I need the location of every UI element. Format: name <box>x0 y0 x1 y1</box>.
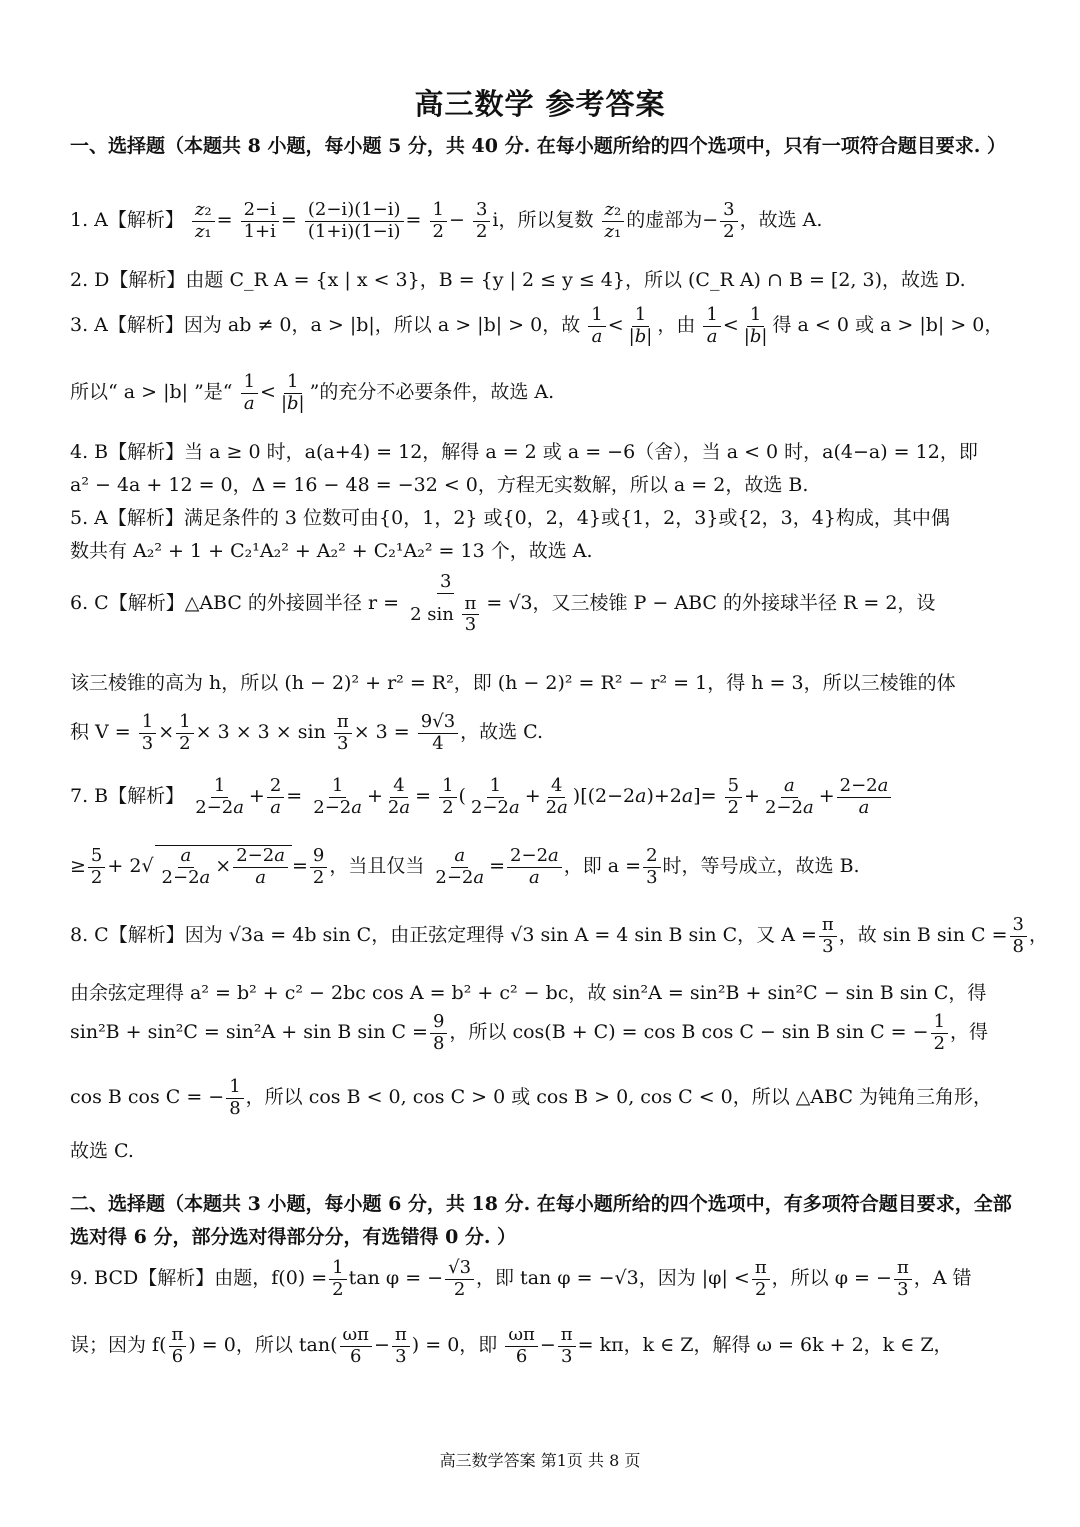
answer-q8-line5: 故选 C. <box>70 1140 134 1162</box>
answer-q4-line2: a² − 4a + 12 = 0，Δ = 16 − 48 = −32 < 0，方程无实数解，所以 a = 2，故选 B. <box>70 474 809 496</box>
answer-q3-line1: 3. A【解析】因为 ab ≠ 0，a > |b|，所以 a > |b| > 0，故 $\frac{1}{a}$ < $\frac{1}{|b|}$ ，由 $\frac{1}{a}$ < $\frac{1}{|b|}$ 得 a < 0 或 a > |b| > 0， <box>70 304 1004 347</box>
page-footer: 高三数学答案 第1页 共 8 页 <box>439 1451 641 1470</box>
answer-q3-line2: 所以“ a > |b| ”是“ $\frac{1}{a}$ < $\frac{1}{|b|}$ ”的充分不必要条件，故选 A. <box>70 371 555 414</box>
section-1-heading: 一、选择题（本题共 8 小题，每小题 5 分，共 40 分. 在每小题所给的四个选项中，只有一项符合题目要求. ） <box>70 135 1007 157</box>
answer-q6-line2: 该三棱锥的高为 h，所以 (h − 2)² + r² = R²，即 (h − 2)² = R² − r² = 1，得 h = 3，所以三棱锥的体 <box>70 672 956 694</box>
answer-q7-line1: 7. B【解析】 $\frac{1}{2-2a}$ + $\frac{2}{a}$ = $\frac{1}{2-2a}$ + $\frac{4}{2a}$ = $\frac{1}{2}$ ( $\frac{1}{2-2a}$ + $\frac{4}{2a}$ )[(2−2a)+2a]= $\frac{5}{2}$ + $\frac{a}{2-2a}$ + $\frac{2-2a}{a}$ <box>70 776 1020 818</box>
answer-q8-line1: 8. C【解析】因为 √3a = 4b sin C，由正弦定理得 √3 sin A = 4 sin B sin C，又 A = $\frac{\pi}{3}$ ，故 sin B sin C = $\frac{3}{8}$ ， <box>70 914 1048 957</box>
section-2-heading: 二、选择题（本题共 3 小题，每小题 6 分，共 18 分. 在每小题所给的四个选项中，有多项符合题目要求，全部选对得 6 分，部分选对得部分分，有选错得 0 分. ） <box>70 1193 1012 1248</box>
answer-q4-line1: 4. B【解析】当 a ≥ 0 时，a(a+4) = 12，解得 a = 2 或 a = −6（舍），当 a < 0 时，a(4−a) = 12，即 <box>70 441 978 463</box>
answer-q6-line1: 6. C【解析】△ABC 的外接圆半径 r = 3 2 sin $\frac{\pi}{3}$ = √3，又三棱锥 P − ABC 的外接球半径 R = 2，设 <box>70 571 936 636</box>
answer-q8-line4: cos B cos C = − $\frac{1}{8}$ ，所以 cos B < 0, cos C > 0 或 cos B > 0, cos C < 0，所以 △ABC 为钝角三角形， <box>70 1076 993 1119</box>
answer-q9-line1: 9. BCD【解析】由题，f(0) = $\frac{1}{2}$ tan φ = − $\frac{√3}{2}$ ，即 tan φ = −√3，因为 |φ| < $\frac{\pi}{2}$ ，所以 φ = − $\frac{\pi}{3}$ ，A 错 <box>70 1257 972 1300</box>
answer-q6-line3: 积 V = $\frac{1}{3}$ × $\frac{1}{2}$ × 3 × 3 × sin $\frac{\pi}{3}$ × 3 = $\frac{9√3}{4}$ ，故选 C. <box>70 711 544 754</box>
page-title: 高三数学 参考答案 <box>414 87 666 121</box>
answer-q5-line1: 5. A【解析】满足条件的 3 位数可由{0，1，2} 或{0，2，4}或{1，2，3}或{2，3，4}构成，其中偶 <box>70 507 950 529</box>
answer-q1: 1. A【解析】 $\frac{\text{z₂}}{\text{z₁}}$ = $\frac{2-i}{1+i}$ = $\frac{(2-i)(1-i)}{(1+i)(1-i)}$ = $\frac{1}{2}$ − $\frac{3}{2}$ i，所以复数 $\frac{\text{z₂}}{\text{z₁}}$ 的虚部为− $\frac{3}{2}$ ，故选 A. <box>70 199 823 242</box>
answer-q8-line3: sin²B + sin²C = sin²A + sin B sin C = $\frac{9}{8}$ ，所以 cos(B + C) = cos B cos C − sin B sin C = − $\frac{1}{2}$ ，得 <box>70 1011 989 1054</box>
answer-q7-line2: ≥ $\frac{5}{2}$ + 2√ $\frac{a}{2-2a}$ × $\frac{2-2a}{a}$ = $\frac{9}{2}$ ，当且仅当 $\frac{a}{2-2a}$ = $\frac{2-2a}{a}$ ，即 a = $\frac{2}{3}$ 时，等号成立，故选 B. <box>70 845 860 888</box>
answer-q9-line2: 误；因为 f( $\frac{\pi}{6}$ ) = 0，所以 tan( $\frac{\omega\pi}{6}$ − $\frac{\pi}{3}$ ) = 0，即 $\frac{\omega\pi}{6}$ − $\frac{\pi}{3}$ = kπ，k ∈ Z，解得 ω = 6k + 2，k ∈ Z， <box>70 1324 953 1367</box>
answer-q8-line2: 由余弦定理得 a² = b² + c² − 2bc cos A = b² + c² − bc，故 sin²A = sin²B + sin²C − sin B sin C，得 <box>70 982 987 1004</box>
answer-q5-line2: 数共有 A₂² + 1 + C₂¹A₂² + A₂² + C₂¹A₂² = 13 个，故选 A. <box>70 540 593 562</box>
answer-q2: 2. D【解析】由题 C_R A = {x | x < 3}，B = {y | 2 ≤ y ≤ 4}，所以 (C_R A) ∩ B = [2, 3)，故选 D. <box>70 269 966 291</box>
